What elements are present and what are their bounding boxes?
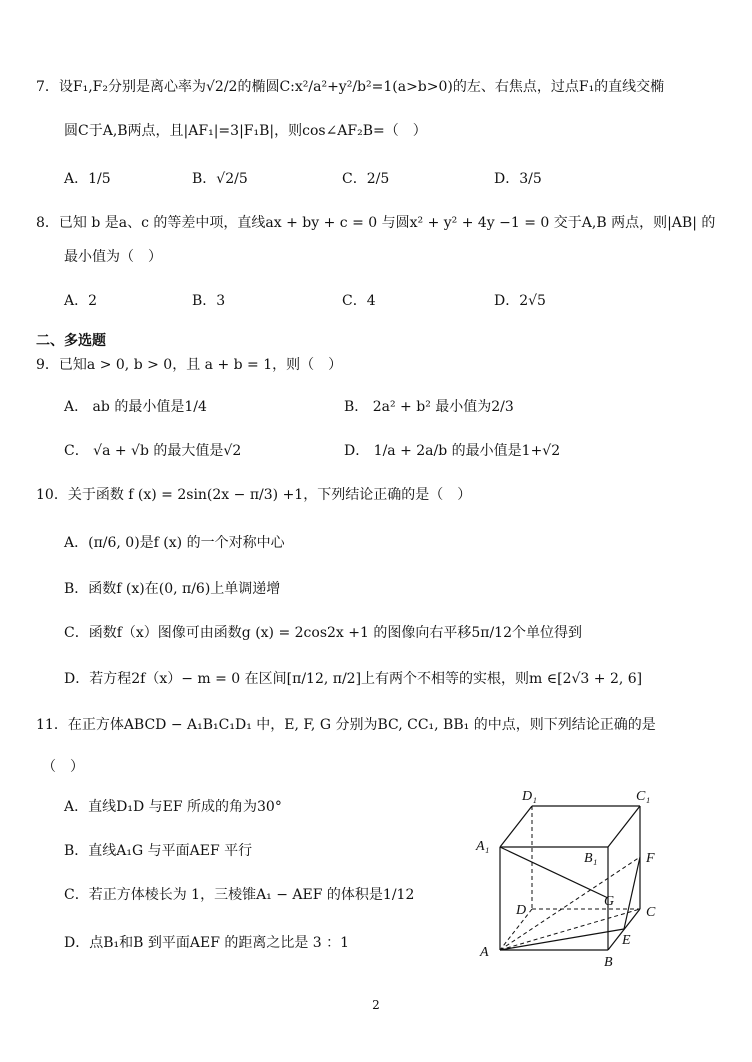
section-heading: 二、多选题 [36,333,106,349]
q9-line1: 9．已知a > 0, b > 0，且 a + b = 1，则（ ） [36,357,343,373]
q9-option-a: A． ab 的最小值是1/4 [64,399,207,415]
label-d: D [516,903,527,918]
q11-option-a: A．直线D₁D 与EF 所成的角为30° [64,799,282,815]
q10-option-c: C．函数f（x）图像可由函数g (x) = 2cos2x +1 的图像向右平移5π/12个单位得到 [64,625,582,641]
q8-option-d: D．2√5 [494,293,546,309]
q11-option-c: C．若正方体棱长为 1，三棱锥A₁ − AEF 的体积是1/12 [64,887,415,903]
q10-option-d: D．若方程2f（x）− m = 0 在区间[π/12, π/2]上有两个不相等的实根，则m ∈[2√3 + 2, 6] [64,671,643,687]
q7-option-d: D．3/5 [494,171,542,187]
q7-line1: 7．设F₁,F₂分别是离心率为√2/2的椭圆C:x²/a²+y²/b²=1(a>b>0)的左、右焦点，过点F₁的直线交椭 [36,79,665,95]
q11-option-b: B．直线A₁G 与平面AEF 平行 [64,843,253,859]
q10-option-a: A．(π/6, 0)是f (x) 的一个对称中心 [64,535,285,551]
q10-line1: 10．关于函数 f (x) = 2sin(2x − π/3) +1，下列结论正确的是（ ） [36,487,472,503]
q8-option-b: B．3 [192,293,226,309]
label-a: A [480,945,489,960]
q8-line1: 8．已知 b 是a、c 的等差中项，直线ax + by + c = 0 与圆x² + y² + 4y −1 = 0 交于A,B 两点，则|AB| 的 [36,215,716,231]
page-number: 2 [372,998,380,1012]
q11-line2: （ ） [42,759,84,775]
label-e: E [622,933,631,948]
q10-option-b: B．函数f (x)在(0, π/6)上单调递增 [64,581,281,597]
q11-option-d: D．点B₁和B 到平面AEF 的距离之比是 3 ：1 [64,935,350,951]
q9-option-c: C． √a + √b 的最大值是√2 [64,443,242,459]
label-g: G [604,894,615,909]
segment-e-f [624,857,640,929]
label-d1: D₁ [522,789,537,804]
q7-option-b: B．√2/5 [192,171,248,187]
q7-option-c: C．2/5 [342,171,390,187]
label-c: C [646,905,656,920]
cube-figure [470,778,692,968]
q9-option-b: B． 2a² + b² 最小值为2/3 [344,399,514,415]
q9-option-d: D． 1/a + 2a/b 的最小值是1+√2 [344,443,561,459]
q8-option-c: C．4 [342,293,376,309]
q7-line2: 圆C于A,B两点，且|AF₁|=3|F₁B|，则cos∠AF₂B=（ ） [64,123,427,139]
label-b1: B₁ [584,851,598,866]
q7-option-a: A．1/5 [64,171,111,187]
label-c1: C₁ [636,789,651,804]
q8-line2: 最小值为（ ） [64,249,162,265]
edge-a1-d1 [500,806,532,847]
q11-line1: 11．在正方体ABCD − A₁B₁C₁D₁ 中，E, F, G 分别为BC, CC₁, BB₁ 的中点，则下列结论正确的是 [36,717,656,733]
q8-option-a: A．2 [64,293,98,309]
label-a1: A₁ [476,839,490,854]
label-b: B [604,955,613,968]
edge-c1-b1 [608,806,640,847]
label-f: F [646,851,655,866]
